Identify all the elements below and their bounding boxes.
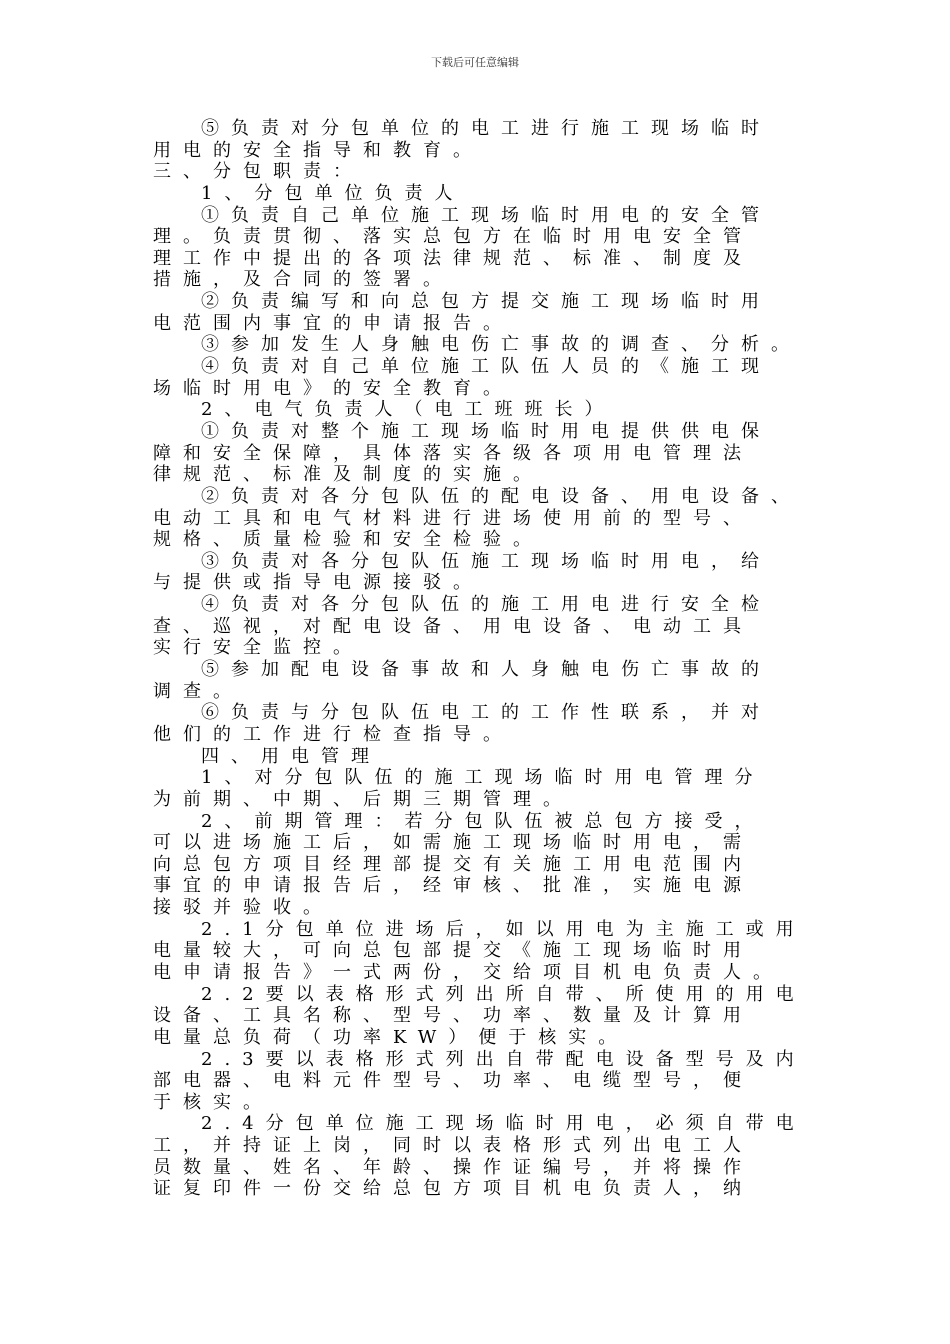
text-line: 向总包方项目经理部提交有关施工用电范围内 bbox=[153, 853, 753, 875]
text-line: 2.4分包单位施工现场临时用电，必须自带电 bbox=[201, 1113, 806, 1135]
text-line: 用电的安全指导和教育。 bbox=[153, 139, 483, 161]
text-line: ②负责编写和向总包方提交施工现场临时用 bbox=[201, 291, 771, 313]
text-line: 2、电气负责人（电工班班长） bbox=[201, 399, 615, 421]
text-line: ⑤参加配电设备事故和人身触电伤亡事故的 bbox=[201, 659, 771, 681]
text-line: 场临时用电》的安全教育。 bbox=[153, 377, 513, 399]
text-line: 与提供或指导电源接驳。 bbox=[153, 572, 483, 594]
text-line: ③参加发生人身触电伤亡事故的调查、分析。 bbox=[201, 334, 801, 356]
text-line: 措施，及合同的签署。 bbox=[153, 269, 453, 291]
text-line: 1、分包单位负责人 bbox=[201, 182, 465, 204]
text-line: 可以进场施工后，如需施工现场临时用电，需 bbox=[153, 832, 753, 854]
text-line: 查、巡视，对配电设备、用电设备、电动工具 bbox=[153, 615, 753, 637]
text-line: 理工作中提出的各项法律规范、标准、制度及 bbox=[153, 247, 753, 269]
text-line: 电动工具和电气材料进行进场使用前的型号、 bbox=[153, 507, 753, 529]
text-line: ②负责对各分包队伍的配电设备、用电设备、 bbox=[201, 485, 801, 507]
text-line: 2.1分包单位进场后，如以用电为主施工或用 bbox=[201, 918, 806, 940]
text-line: 障和安全保障，具体落实各级各项用电管理法 bbox=[153, 442, 753, 464]
text-line: 为前期、中期、后期三期管理。 bbox=[153, 788, 573, 810]
text-line: 设备、工具名称、型号、功率、数量及计算用 bbox=[153, 1005, 753, 1027]
text-line: 他们的工作进行检查指导。 bbox=[153, 723, 513, 745]
text-line: 1、对分包队伍的施工现场临时用电管理分 bbox=[201, 767, 765, 789]
text-line: ①负责自己单位施工现场临时用电的安全管 bbox=[201, 204, 771, 226]
text-line: 电范围内事宜的申请报告。 bbox=[153, 312, 513, 334]
text-line: ⑥负责与分包队伍电工的工作性联系，并对 bbox=[201, 702, 771, 724]
text-line: 工，并持证上岗，同时以表格形式列出电工人 bbox=[153, 1135, 753, 1157]
text-line: ④负责对各分包队伍的施工用电进行安全检 bbox=[201, 594, 771, 616]
text-line: 证复印件一份交给总包方项目机电负责人，纳 bbox=[153, 1178, 753, 1200]
text-line: 于核实。 bbox=[153, 1091, 273, 1113]
text-line: 理。负责贯彻、落实总包方在临时用电安全管 bbox=[153, 226, 753, 248]
page-header: 下载后可任意编辑 bbox=[431, 56, 519, 69]
text-line: 调查。 bbox=[153, 680, 243, 702]
document-body bbox=[153, 118, 833, 1200]
text-line: ⑤负责对分包单位的电工进行施工现场临时 bbox=[201, 118, 771, 139]
text-line: 三、分包职责： bbox=[153, 161, 363, 183]
text-line: 员数量、姓名、年龄、操作证编号，并将操作 bbox=[153, 1156, 753, 1178]
text-line: 电申请报告》一式两份，交给项目机电负责人。 bbox=[153, 961, 783, 983]
text-line: 2.2要以表格形式列出所自带、所使用的用电 bbox=[201, 983, 806, 1005]
text-line: 电量较大，可向总包部提交《施工现场临时用 bbox=[153, 940, 753, 962]
text-line: 事宜的申请报告后，经审核、批准，实施电源 bbox=[153, 875, 753, 897]
text-line: 规格、质量检验和安全检验。 bbox=[153, 529, 543, 551]
text-line: 部电器、电料元件型号、功率、电缆型号，便 bbox=[153, 1070, 753, 1092]
text-line: ④负责对自己单位施工队伍人员的《施工现 bbox=[201, 356, 771, 378]
text-line: 接驳并验收。 bbox=[153, 897, 333, 919]
text-line: ③负责对各分包队伍施工现场临时用电，给 bbox=[201, 550, 771, 572]
text-line: 律规范、标准及制度的实施。 bbox=[153, 464, 543, 486]
text-line: 四、用电管理 bbox=[201, 745, 381, 767]
text-line: 电量总负荷（功率KW）便于核实。 bbox=[153, 1026, 629, 1048]
text-line: 实行安全监控。 bbox=[153, 637, 363, 659]
text-line: ①负责对整个施工现场临时用电提供供电保 bbox=[201, 420, 771, 442]
text-line: 2、前期管理：若分包队伍被总包方接受， bbox=[201, 810, 765, 832]
text-line: 2.3要以表格形式列出自带配电设备型号及内 bbox=[201, 1048, 806, 1070]
